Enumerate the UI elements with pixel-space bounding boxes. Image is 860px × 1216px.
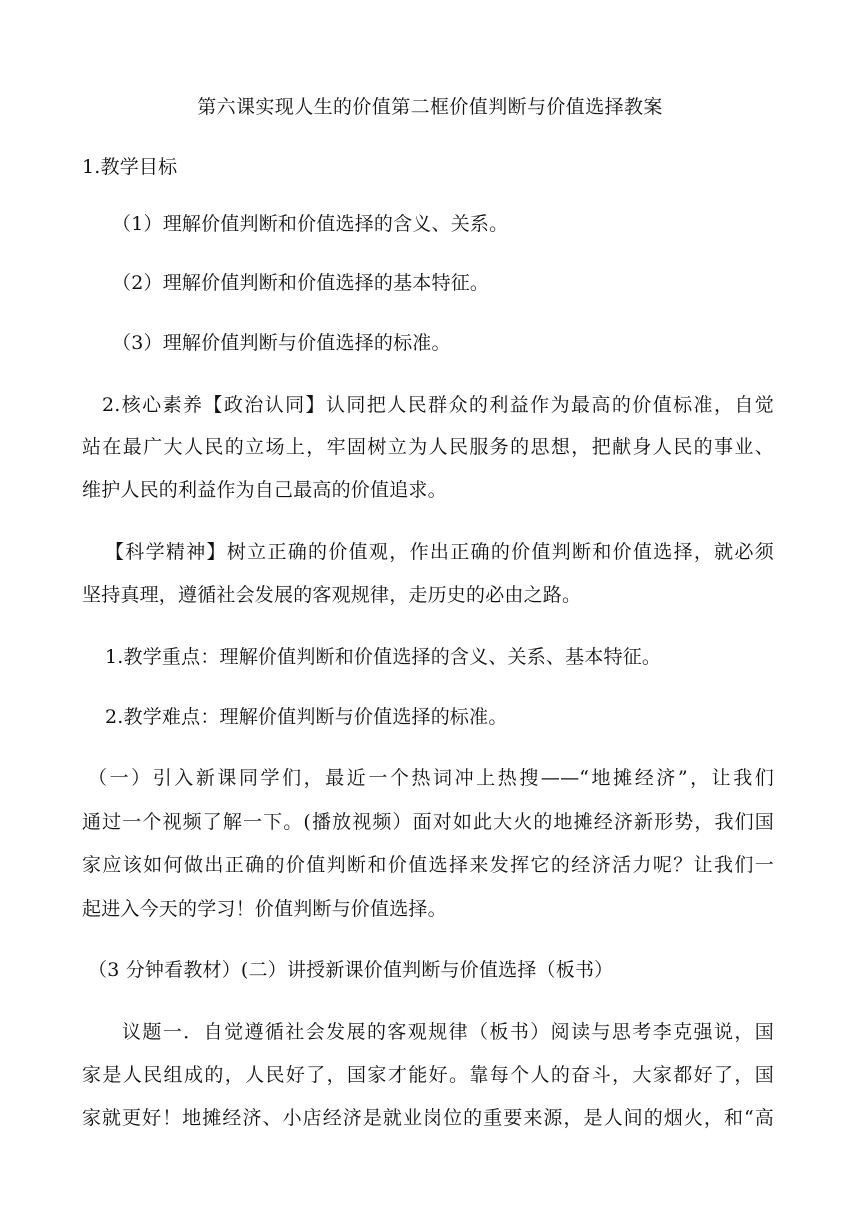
intro-line-2: 通过一个视频了解一下。(播放视频）面对如此大火的地摊经济新形势，我们国 <box>82 811 774 833</box>
difficult-point: 2.教学难点：理解价值判断与价值选择的标准。 <box>105 706 508 728</box>
topic-line-1: 议题一．自觉遵循社会发展的客观规律（板书）阅读与思考李克强说，国 <box>122 1021 774 1043</box>
goal-item-2: （2）理解价值判断和价值选择的基本特征。 <box>112 272 490 294</box>
goal-item-3: （3）理解价值判断与价值选择的标准。 <box>112 332 451 354</box>
section-heading-goals: 1.教学目标 <box>82 156 178 178</box>
document-title: 第六课实现人生的价值第二框价值判断与价值选择教案 <box>197 96 663 118</box>
core-literacy-line-2: 站在最广大人民的立场上，牢固树立为人民服务的思想，把献身人民的事业、 <box>82 436 774 458</box>
goal-item-1: （1）理解价值判断和价值选择的含义、关系。 <box>112 213 509 235</box>
key-point: 1.教学重点：理解价值判断和价值选择的含义、关系、基本特征。 <box>105 646 662 668</box>
core-literacy-line-3: 维护人民的利益作为自己最高的价值追求。 <box>82 479 447 501</box>
science-spirit-line-1: 【科学精神】树立正确的价值观，作出正确的价值判断和价值选择，就必须 <box>105 541 774 563</box>
intro-line-1: （一）引入新课同学们，最近一个热词冲上热搜——“地摊经济”，让我们 <box>88 767 774 789</box>
intro-line-3: 家应该如何做出正确的价值判断和价值选择来发挥它的经济活力呢？让我们一 <box>82 854 774 876</box>
core-literacy-line-1: 2.核心素养【政治认同】认同把人民群众的利益作为最高的价值标准，自觉 <box>102 394 774 416</box>
intro-line-4: 起进入今天的学习！价值判断与价值选择。 <box>82 898 447 920</box>
topic-line-2: 家是人民组成的，人民好了，国家才能好。靠每个人的奋斗，大家都好了，国 <box>82 1064 774 1086</box>
teaching-heading: （3 分钟看教材）(二）讲授新课价值判断与价值选择（板书） <box>88 959 614 981</box>
science-spirit-line-2: 坚持真理，遵循社会发展的客观规律，走历史的必由之路。 <box>82 584 582 606</box>
topic-line-3: 家就更好！地摊经济、小店经济是就业岗位的重要来源，是人间的烟火，和“高 <box>82 1107 774 1129</box>
